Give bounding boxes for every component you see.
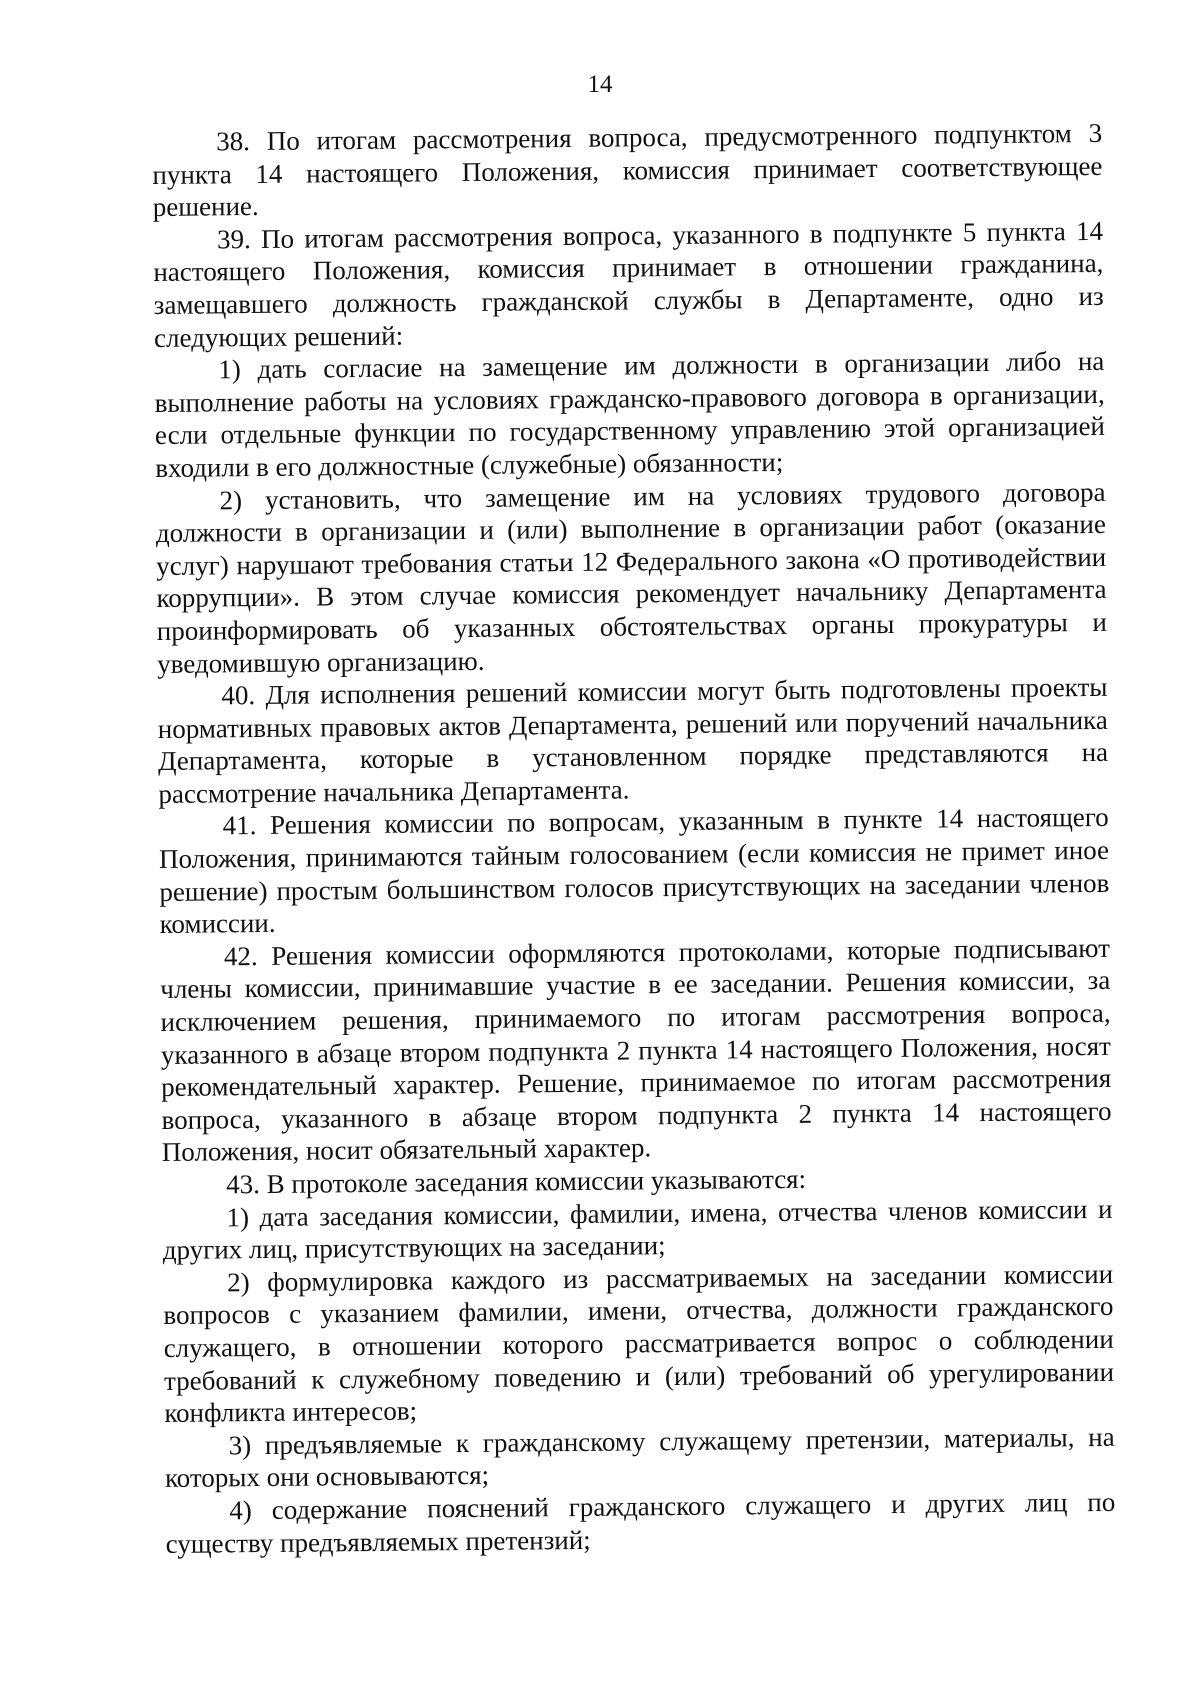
paragraph-39: 39. По итогам рассмотрения вопроса, указанного в подпункте 5 пункта 14 настоящего Положения, комиссия принимает в отношении гражданина, замещавшего должность гражданской службы в Департаменте, одно из следующих решений: xyxy=(153,215,1104,353)
paragraph-39-item-2: 2) установить, что замещение им на условиях трудового договора должности в организации и (или) выполнение в организации работ (оказание услуг) нарушают требования статьи 12 Федерального закона «О противодействии коррупции». В этом случае комиссия рекомендует начальнику Департамента проинформировать об указанных обстоятельствах органы прокуратуры и уведомившую организацию. xyxy=(155,476,1107,679)
paragraph-41: 41. Решения комиссии по вопросам, указанным в пункте 14 настоящего Положения, принимаются тайным голосованием (если комиссия не примет иное решение) простым большинством голосов присутствующих на заседании членов комиссии. xyxy=(158,802,1110,940)
paragraph-42: 42. Решения комиссии оформляются протоколами, которые подписывают члены комиссии, принимавшие участие в ее заседании. Решения комиссии, за исключением решения, принимаемого по итогам рассмотрения вопроса, указанного в абзаце втором подпункта 2 пункта 14 настоящего Положения, носят рекомендательный характер. Решение, принимаемое по итогам рассмотрения вопроса, указанного в абзаце втором подпункта 2 пункта 14 настоящего Положения, носит обязательный характер. xyxy=(160,932,1112,1168)
paragraph-39-item-1: 1) дать согласие на замещение им должности в организации либо на выполнение работы на условиях гражданско-правового договора в организации, если отдельные функции по государственному управлению этой организацией входили в его должностные (служебные) обязанности; xyxy=(154,346,1106,483)
paragraph-43-item-4: 4) содержание пояснений гражданского служащего и других лиц по существу предъявляемых претензий; xyxy=(165,1486,1116,1559)
page-number: 14 xyxy=(587,71,613,98)
paragraph-43-item-1: 1) дата заседания комиссии, фамилии, имена, отчества членов комиссии и других лиц, присутствующих на заседании; xyxy=(162,1193,1113,1266)
paragraph-43-item-3: 3) предъявляемые к гражданскому служащему претензии, материалы, на которых они основываются; xyxy=(164,1421,1115,1494)
paragraph-43: 43. В протоколе заседания комиссии указываются: xyxy=(226,1163,807,1200)
paragraph-40: 40. Для исполнения решений комиссии могут быть подготовлены проекты нормативных правовых актов Департамента, решений или поручений начальника Департамента, которые в установленном порядке представляются на рассмотрение начальника Департамента. xyxy=(157,671,1109,809)
document-body xyxy=(152,117,1116,1560)
paragraph-43-item-2: 2) формулировка каждого из рассматриваемых на заседании комиссии вопросов с указанием фамилии, имени, отчества, должности гражданского служащего, в отношении которого рассматривается вопрос о соблюдении требований к служебному поведению и (или) требований об урегулировании конфликта интересов; xyxy=(163,1258,1115,1429)
paragraph-38: 38. По итогам рассмотрения вопроса, предусмотренного подпунктом 3 пункта 14 настоящего Положения, комиссия принимает соответствующее решение. xyxy=(152,117,1103,223)
